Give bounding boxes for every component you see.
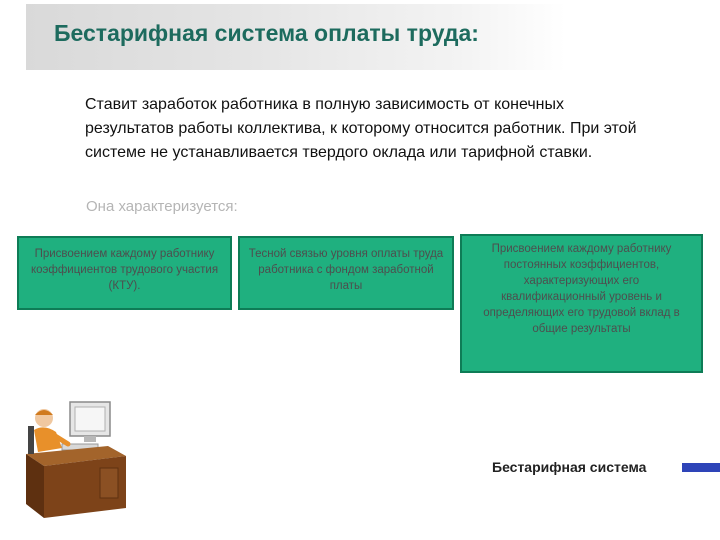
subheading: Она характеризуется:: [86, 198, 238, 215]
characteristic-box-wage-fund: Тесной связью уровня оплаты труда работника с фондом заработной платы: [238, 236, 454, 310]
person-at-computer-desk-icon: [22, 396, 128, 520]
description-text: Ставит заработок работника в полную зависимость от конечных результатов работы коллектива, к которому относится работник. При этой системе не устанавливается твердого оклада или тарифной ставки.: [85, 96, 637, 161]
characteristic-box-coefficients: Присвоением каждому работнику постоянных коэффициентов, характеризующих его квалификационный уровень и определяющих его трудовой вклад в общие результаты: [460, 234, 703, 373]
footer-label: Бестарифная система: [492, 459, 647, 475]
slide-title: Бестарифная система оплаты труда:: [54, 20, 479, 46]
footer-accent-bar: [682, 463, 720, 472]
characteristic-box-ktu: Присвоением каждому работнику коэффициентов трудового участия (КТУ).: [17, 236, 232, 310]
